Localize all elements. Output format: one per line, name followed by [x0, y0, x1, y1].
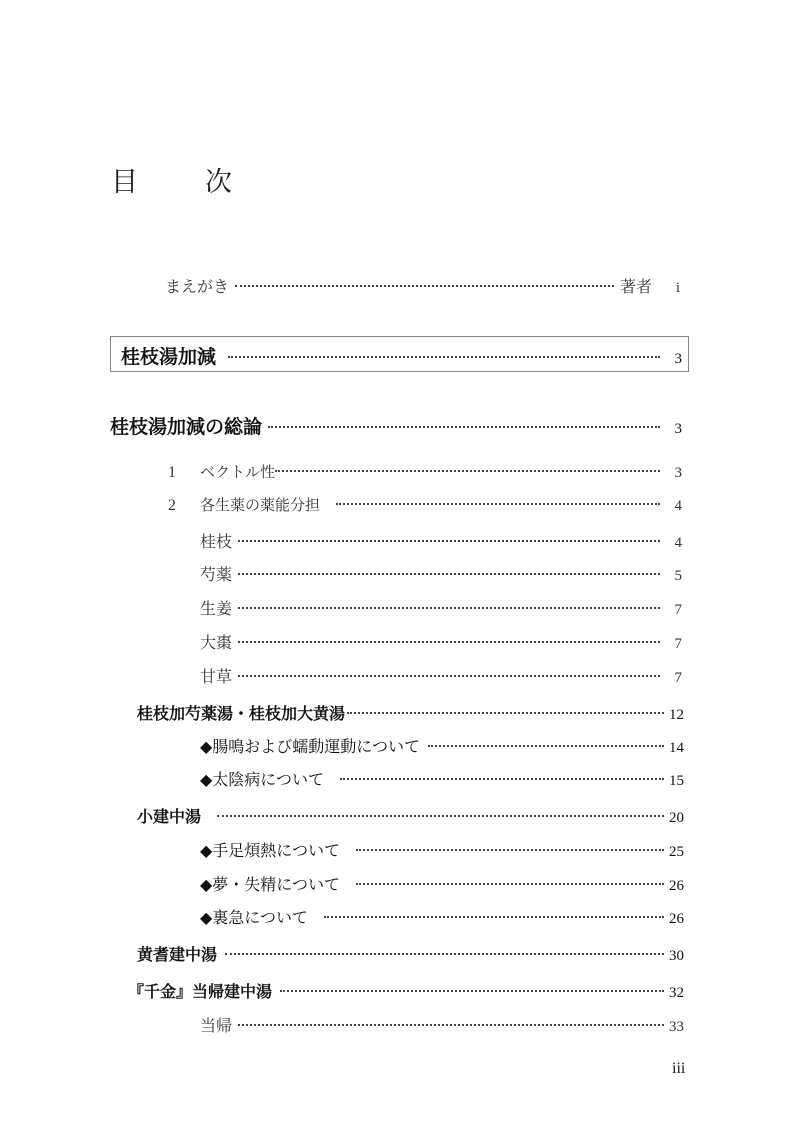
dot-leader: [238, 539, 660, 542]
dot-leader: [238, 640, 660, 643]
toc-entry-preface[interactable]: [165, 274, 680, 297]
toc-label: 芍薬: [200, 565, 233, 584]
toc-entry-formula-1-item[interactable]: [200, 734, 684, 757]
toc-label: ◆裏急について: [200, 908, 308, 927]
dot-leader: [217, 814, 664, 817]
toc-page: 3: [674, 421, 682, 437]
toc-entry-herb[interactable]: [200, 630, 682, 653]
toc-label: ◆手足煩熱について: [200, 841, 340, 860]
dot-leader: [225, 952, 664, 955]
toc-page: 30: [669, 948, 684, 964]
toc-page: i: [675, 280, 680, 296]
toc-author: 著者: [619, 277, 652, 296]
toc-label: 生姜: [200, 599, 233, 618]
toc-label: ◆太陰病について: [200, 770, 324, 789]
dot-leader: [428, 744, 664, 747]
toc-page: 15: [669, 773, 684, 789]
dot-leader: [340, 777, 664, 780]
toc-page: 4: [674, 498, 682, 514]
toc-entry-formula-2-item[interactable]: [200, 905, 684, 928]
dot-leader: [336, 502, 660, 505]
dot-leader: [280, 989, 664, 992]
toc-label: ◆腸鳴および蠕動運動について: [200, 737, 420, 756]
toc-label: 各生薬の薬能分担: [200, 496, 321, 514]
toc-label: 『千金』当帰建中湯: [128, 982, 273, 1001]
toc-page: 3: [674, 351, 682, 367]
toc-label: 当帰: [200, 1016, 233, 1035]
dot-leader: [238, 1023, 664, 1026]
dot-leader: [347, 711, 664, 714]
toc-entry-general-1[interactable]: [168, 461, 682, 482]
toc-page: 4: [674, 535, 682, 551]
toc-page: 7: [674, 602, 682, 618]
toc-entry-formula-2-item[interactable]: [200, 838, 684, 861]
toc-page: 20: [669, 810, 684, 826]
page-title: 目 次: [111, 167, 252, 198]
toc-page: 32: [669, 985, 684, 1001]
toc-page: 26: [669, 911, 684, 927]
toc-entry-herb[interactable]: [200, 664, 682, 687]
dot-leader: [324, 915, 664, 918]
toc-page: 33: [669, 1019, 684, 1035]
toc-page: 3: [674, 465, 682, 481]
toc-page: 26: [669, 878, 684, 894]
toc-label: ベクトル性: [200, 463, 276, 481]
toc-label: 小建中湯: [137, 807, 202, 826]
dot-leader: [356, 848, 664, 851]
dot-leader: [235, 284, 614, 287]
toc-entry-formula-1[interactable]: [137, 701, 684, 724]
toc-page: 12: [669, 707, 684, 723]
toc-label: 黄耆建中湯: [137, 945, 218, 964]
dot-leader: [238, 606, 660, 609]
toc-entry-formula-4-item[interactable]: [200, 1013, 684, 1036]
toc-label: 桂枝加芍薬湯・桂枝加大黄湯: [137, 704, 346, 723]
toc-label: ◆夢・失精について: [200, 875, 340, 894]
item-number: 2: [168, 497, 176, 514]
toc-entry-section-general[interactable]: [110, 412, 682, 439]
toc-entry-formula-2-item[interactable]: [200, 872, 684, 895]
dot-leader: [275, 469, 660, 472]
toc-label: 大棗: [200, 633, 233, 652]
dot-leader: [228, 355, 660, 358]
toc-entry-formula-4[interactable]: [128, 979, 684, 1002]
toc-entry-herb[interactable]: [200, 562, 682, 585]
toc-label: 甘草: [200, 667, 233, 686]
toc-entry-general-2[interactable]: [168, 494, 682, 515]
item-number: 1: [168, 464, 176, 481]
toc-entry-formula-1-item[interactable]: [200, 767, 684, 790]
toc-entry-formula-2[interactable]: [137, 804, 684, 827]
toc-label: まえがき: [165, 277, 230, 296]
dot-leader: [238, 572, 660, 575]
toc-page: 7: [674, 670, 682, 686]
dot-leader: [238, 674, 660, 677]
dot-leader: [356, 882, 664, 885]
toc-page: 14: [669, 740, 684, 756]
toc-page: 5: [674, 568, 682, 584]
page-number: iii: [672, 1060, 686, 1077]
toc-label: 桂枝湯加減: [121, 346, 217, 368]
toc-entry-herb[interactable]: [200, 596, 682, 619]
toc-page: 7: [674, 636, 682, 652]
toc-page: 25: [669, 844, 684, 860]
dot-leader: [268, 425, 660, 428]
toc-label: 桂枝湯加減の総論: [110, 416, 263, 438]
toc-entry-herb[interactable]: [200, 529, 682, 552]
toc-entry-formula-3[interactable]: [137, 942, 684, 965]
toc-entry-chapter[interactable]: [121, 342, 682, 369]
toc-label: 桂枝: [200, 532, 233, 551]
